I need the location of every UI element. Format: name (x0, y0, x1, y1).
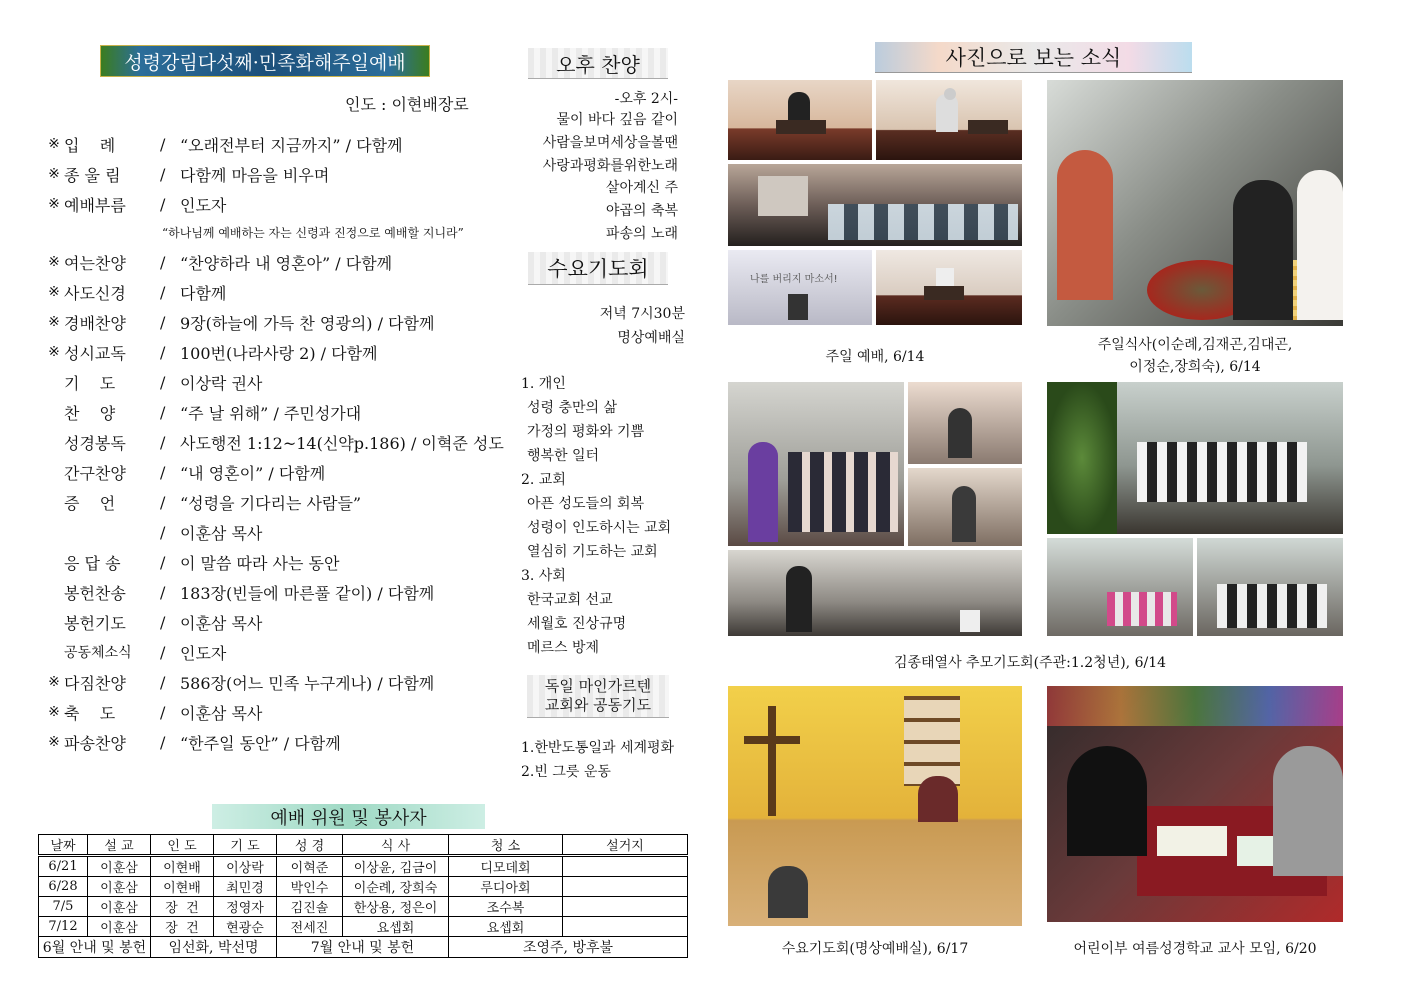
separator-slash: / (160, 282, 166, 302)
separator-slash: / (160, 134, 166, 154)
order-item-content: 사도행전 1:12~14(신약p.186) / 이혁준 성도 (180, 433, 504, 453)
prayer-topic: 성령이 인도하시는 교회 (527, 520, 672, 536)
wednesday-prayer-title: 수요기도회 (547, 257, 649, 281)
order-item-content: 인도자 (180, 195, 227, 215)
table-cell: 요셉회 (343, 917, 449, 937)
prayer-topic: 가정의 평화와 기쁨 (527, 424, 645, 440)
order-item-content: 이훈삼 목사 (180, 613, 263, 633)
order-item (44, 457, 325, 487)
memorial-prayer-photo (908, 468, 1022, 546)
column-header: 인 도 (151, 835, 214, 856)
order-item-name: 공동체소식 (64, 645, 132, 661)
prayer-topic-heading: 1. 개인 (521, 376, 566, 392)
afternoon-song: 사랑과평화를위한노래 (542, 157, 678, 174)
separator-slash: / (160, 432, 166, 452)
afternoon-time: -오후 2시- (614, 91, 678, 107)
table-cell: 루디아회 (449, 877, 563, 897)
table-header (39, 835, 688, 856)
memorial-choir-photo (1197, 538, 1343, 636)
order-item (44, 277, 226, 307)
afternoon-praise-banner (528, 48, 668, 79)
order-item-name: 간구찬양 (64, 463, 126, 483)
order-item (44, 637, 226, 667)
order-item (44, 697, 262, 727)
order-item-content: “내 영혼이” / 다함께 (180, 463, 326, 483)
footer-cell: 7월 안내 및 봉헌 (277, 937, 449, 958)
order-item-content: “성령을 기다리는 사람들” (180, 493, 362, 513)
screen-text: 나를 버리지 마소서! (750, 274, 838, 285)
afternoon-song: 파송의 노래 (605, 225, 678, 242)
germany-prayer-item: 1.한반도통일과 세계평화 (521, 740, 675, 756)
order-item (44, 727, 341, 757)
order-item-name: 봉헌기도 (64, 613, 126, 633)
memorial-prayer-photo (728, 550, 1022, 636)
afternoon-praise-title: 오후 찬양 (556, 52, 640, 77)
table-cell (563, 917, 688, 937)
table-body (39, 856, 688, 958)
memorial-prayer-photo (908, 382, 1022, 464)
photo-news-banner (875, 42, 1192, 73)
order-item-content: 다함께 (180, 283, 227, 303)
order-item-name: 찬 양 (64, 403, 116, 423)
wednesday-prayer-photo (728, 686, 1022, 926)
prayer-topic: 세월호 진상규명 (527, 616, 627, 632)
table-cell: 이훈삼 (88, 917, 151, 937)
separator-slash: / (160, 612, 166, 632)
table-cell: 이현배 (151, 856, 214, 877)
separator-slash: / (160, 194, 166, 214)
prayer-topic: 한국교회 선교 (527, 592, 613, 608)
memorial-prayer-photo (728, 382, 904, 546)
order-item-content: 이훈삼 목사 (180, 523, 263, 543)
table-row (39, 877, 688, 897)
prayer-topic: 행복한 일터 (527, 448, 600, 464)
teachers-meeting-photo (1047, 686, 1343, 922)
required-mark: ※ (48, 196, 60, 212)
afternoon-song: 야곱의 축복 (605, 203, 678, 220)
order-item-name: 여는찬양 (64, 253, 126, 273)
separator-slash: / (160, 312, 166, 332)
footer-cell: 조영주, 방후불 (449, 937, 688, 958)
prayer-topic: 메르스 방제 (527, 640, 600, 656)
separator-slash: / (160, 642, 166, 662)
table-cell: 현광순 (214, 917, 277, 937)
separator-slash: / (160, 702, 166, 722)
order-item-content: “찬양하라 내 영혼아” / 다함께 (180, 253, 393, 273)
wednesday-prayer-banner (528, 252, 668, 285)
afternoon-song: 살아계신 주 (605, 180, 678, 197)
table-cell: 7/5 (39, 897, 88, 917)
committee-banner (212, 804, 485, 829)
column-header: 성 경 (277, 835, 343, 856)
footer-cell: 6월 안내 및 봉헌 (39, 937, 151, 958)
order-item-content: 100번(나라사랑 2) / 다함께 (180, 343, 378, 363)
afternoon-song-list (520, 109, 678, 246)
prayer-topic: 성령 충만의 삶 (527, 400, 618, 416)
order-item (44, 547, 339, 577)
table-cell: 최민경 (214, 877, 277, 897)
afternoon-song: 물이 바다 깊음 같이 (556, 112, 678, 128)
required-mark: ※ (48, 136, 60, 152)
table-cell: 디모데회 (449, 856, 563, 877)
table-cell: 이혁준 (277, 856, 343, 877)
order-item-name: 사도신경 (64, 283, 126, 303)
required-mark: ※ (48, 166, 60, 182)
table-row (39, 856, 688, 877)
table-cell: 이현배 (151, 877, 214, 897)
table-footer-row (39, 937, 688, 958)
caption-memorial: 김종태열사 추모기도회(주관:1.2청년), 6/14 (893, 655, 1167, 671)
column-header: 식 사 (343, 835, 449, 856)
table-cell: 이순례, 장희숙 (343, 877, 449, 897)
caption-sunday-meal-1: 주일식사(이순례,김재곤,김대곤, (1097, 337, 1293, 353)
table-cell: 이훈삼 (88, 897, 151, 917)
table-cell: 박인수 (277, 877, 343, 897)
prayer-topics (521, 372, 671, 660)
table-cell: 6/28 (39, 877, 88, 897)
required-mark: ※ (48, 254, 60, 270)
table-cell: 요셉회 (449, 917, 563, 937)
memorial-choir-photo (1047, 538, 1193, 636)
table-cell (563, 897, 688, 917)
afternoon-song: 사람을보며세상을볼땐 (542, 134, 678, 151)
order-item (44, 427, 504, 457)
table-cell: 장 건 (151, 897, 214, 917)
column-header: 날짜 (39, 835, 88, 856)
order-item-content: 이훈삼 목사 (180, 703, 263, 723)
caption-sunday-meal-2: 이정순,장희숙), 6/14 (1129, 359, 1261, 375)
order-item-content: 이 말씀 따라 사는 동안 (180, 553, 340, 573)
order-item-name: 봉헌찬송 (64, 583, 126, 603)
separator-slash: / (160, 372, 166, 392)
order-item-name: 성경봉독 (64, 433, 126, 453)
column-header: 설 교 (88, 835, 151, 856)
footer-cell: 임선화, 박선명 (151, 937, 277, 958)
order-item-name: 축 도 (64, 703, 116, 723)
separator-slash: / (160, 672, 166, 692)
prayer-topic: 열심히 기도하는 교회 (527, 544, 658, 560)
order-item-content: “한주일 동안” / 다함께 (180, 733, 341, 753)
wednesday-time: 저녁 7시30분 (599, 306, 685, 322)
sunday-meal-photo (1047, 80, 1343, 326)
prayer-topic: 아픈 성도들의 회복 (527, 496, 645, 512)
caption-teachers-meeting: 어린이부 여름성경학교 교사 모임, 6/20 (1073, 941, 1317, 957)
order-item-content: “주 날 위해” / 주민성가대 (180, 403, 362, 423)
table-row (39, 897, 688, 917)
order-item-name: 응 답 송 (64, 553, 121, 573)
table-cell (563, 856, 688, 877)
table-cell: 이훈삼 (88, 856, 151, 877)
caption-sunday-worship: 주일 예배, 6/14 (825, 349, 925, 365)
order-item (44, 129, 402, 159)
photo-news-title: 사진으로 보는 소식 (945, 46, 1122, 70)
separator-slash: / (160, 552, 166, 572)
order-item (44, 607, 262, 637)
order-item (44, 159, 329, 189)
order-item (44, 337, 378, 367)
germany-partner-banner (527, 675, 669, 718)
order-item-name: 종 울 림 (64, 165, 121, 185)
order-item-name: 입 례 (64, 135, 116, 155)
separator-slash: / (160, 582, 166, 602)
required-mark: ※ (48, 734, 60, 750)
column-header: 청 소 (449, 835, 563, 856)
separator-slash: / (160, 492, 166, 512)
prayer-topic-heading: 2. 교회 (521, 472, 566, 488)
table-cell (563, 877, 688, 897)
sunday-worship-choir-photo (728, 164, 1022, 246)
table-cell: 정영자 (214, 897, 277, 917)
table-cell: 이상락 (214, 856, 277, 877)
germany-title-line2: 교회와 공동기도 (544, 696, 652, 714)
order-item (44, 397, 361, 427)
wednesday-place: 명상예배실 (617, 330, 685, 346)
order-item (44, 487, 361, 517)
column-header: 설거지 (563, 835, 688, 856)
required-mark: ※ (48, 704, 60, 720)
order-item-name: 기 도 (64, 373, 116, 393)
order-item-content: “오래전부터 지금까지” / 다함께 (180, 135, 403, 155)
caption-wednesday-prayer: 수요기도회(명상예배실), 6/17 (781, 941, 969, 957)
table-cell: 7/12 (39, 917, 88, 937)
table-row (39, 917, 688, 937)
order-item-name: 예배부름 (64, 195, 126, 215)
call-to-worship-verse: “하나님께 예배하는 자는 신령과 진정으로 예배할 지니라” (162, 226, 464, 240)
table-cell: 이훈삼 (88, 877, 151, 897)
order-item-content: 183장(빈들에 마른풀 같이) / 다함께 (180, 583, 435, 603)
order-item-name: 증 언 (64, 493, 116, 513)
separator-slash: / (160, 342, 166, 362)
required-mark: ※ (48, 284, 60, 300)
order-item-name: 성시교독 (64, 343, 126, 363)
order-item (44, 577, 434, 607)
separator-slash: / (160, 522, 166, 542)
order-item (44, 307, 434, 337)
order-item-name: 다짐찬양 (64, 673, 126, 693)
required-mark: ※ (48, 314, 60, 330)
table-cell: 장 건 (151, 917, 214, 937)
memorial-choir-photo (1047, 382, 1343, 534)
separator-slash: / (160, 164, 166, 184)
committee-table (38, 834, 688, 958)
order-item-name: 파송찬양 (64, 733, 126, 753)
germany-prayer-items (521, 736, 674, 784)
order-item (44, 247, 392, 277)
table-cell: 조수복 (449, 897, 563, 917)
table-header-row (39, 835, 688, 856)
separator-slash: / (160, 462, 166, 482)
sunday-worship-photo (876, 250, 1022, 325)
order-item-content: 다함께 마음을 비우며 (180, 165, 330, 185)
separator-slash: / (160, 252, 166, 272)
order-item-content: 586장(어느 민족 누구게나) / 다함께 (180, 673, 435, 693)
table-cell: 김진솔 (277, 897, 343, 917)
required-mark: ※ (48, 674, 60, 690)
table-cell: 이상윤, 김금이 (343, 856, 449, 877)
sunday-worship-screen-photo (728, 250, 872, 325)
order-item-name: 경배찬양 (64, 313, 126, 333)
worship-title-banner (100, 45, 430, 77)
table-cell: 한상용, 정은이 (343, 897, 449, 917)
order-item (44, 367, 262, 397)
germany-prayer-item: 2.빈 그릇 운동 (521, 764, 611, 780)
order-item-content: 9장(하늘에 가득 찬 영광의) / 다함께 (180, 313, 435, 333)
worship-title: 성령강림다섯째·민족화해주일예배 (124, 51, 406, 74)
germany-title-line1: 독일 마인가르텐 (544, 677, 652, 695)
order-item (44, 667, 434, 697)
worship-leader: 인도 : 이현배장로 (345, 95, 469, 114)
order-item-content: 인도자 (180, 643, 227, 663)
sunday-worship-photo (876, 80, 1022, 160)
table-cell: 6/21 (39, 856, 88, 877)
sunday-worship-photo (728, 80, 872, 160)
order-item (44, 189, 226, 219)
committee-title: 예배 위원 및 봉사자 (270, 807, 427, 829)
order-item (44, 517, 262, 547)
column-header: 기 도 (214, 835, 277, 856)
table-cell: 전세진 (277, 917, 343, 937)
separator-slash: / (160, 732, 166, 752)
prayer-topic-heading: 3. 사회 (521, 568, 566, 584)
required-mark: ※ (48, 344, 60, 360)
order-item-content: 이상락 권사 (180, 373, 263, 393)
separator-slash: / (160, 402, 166, 422)
